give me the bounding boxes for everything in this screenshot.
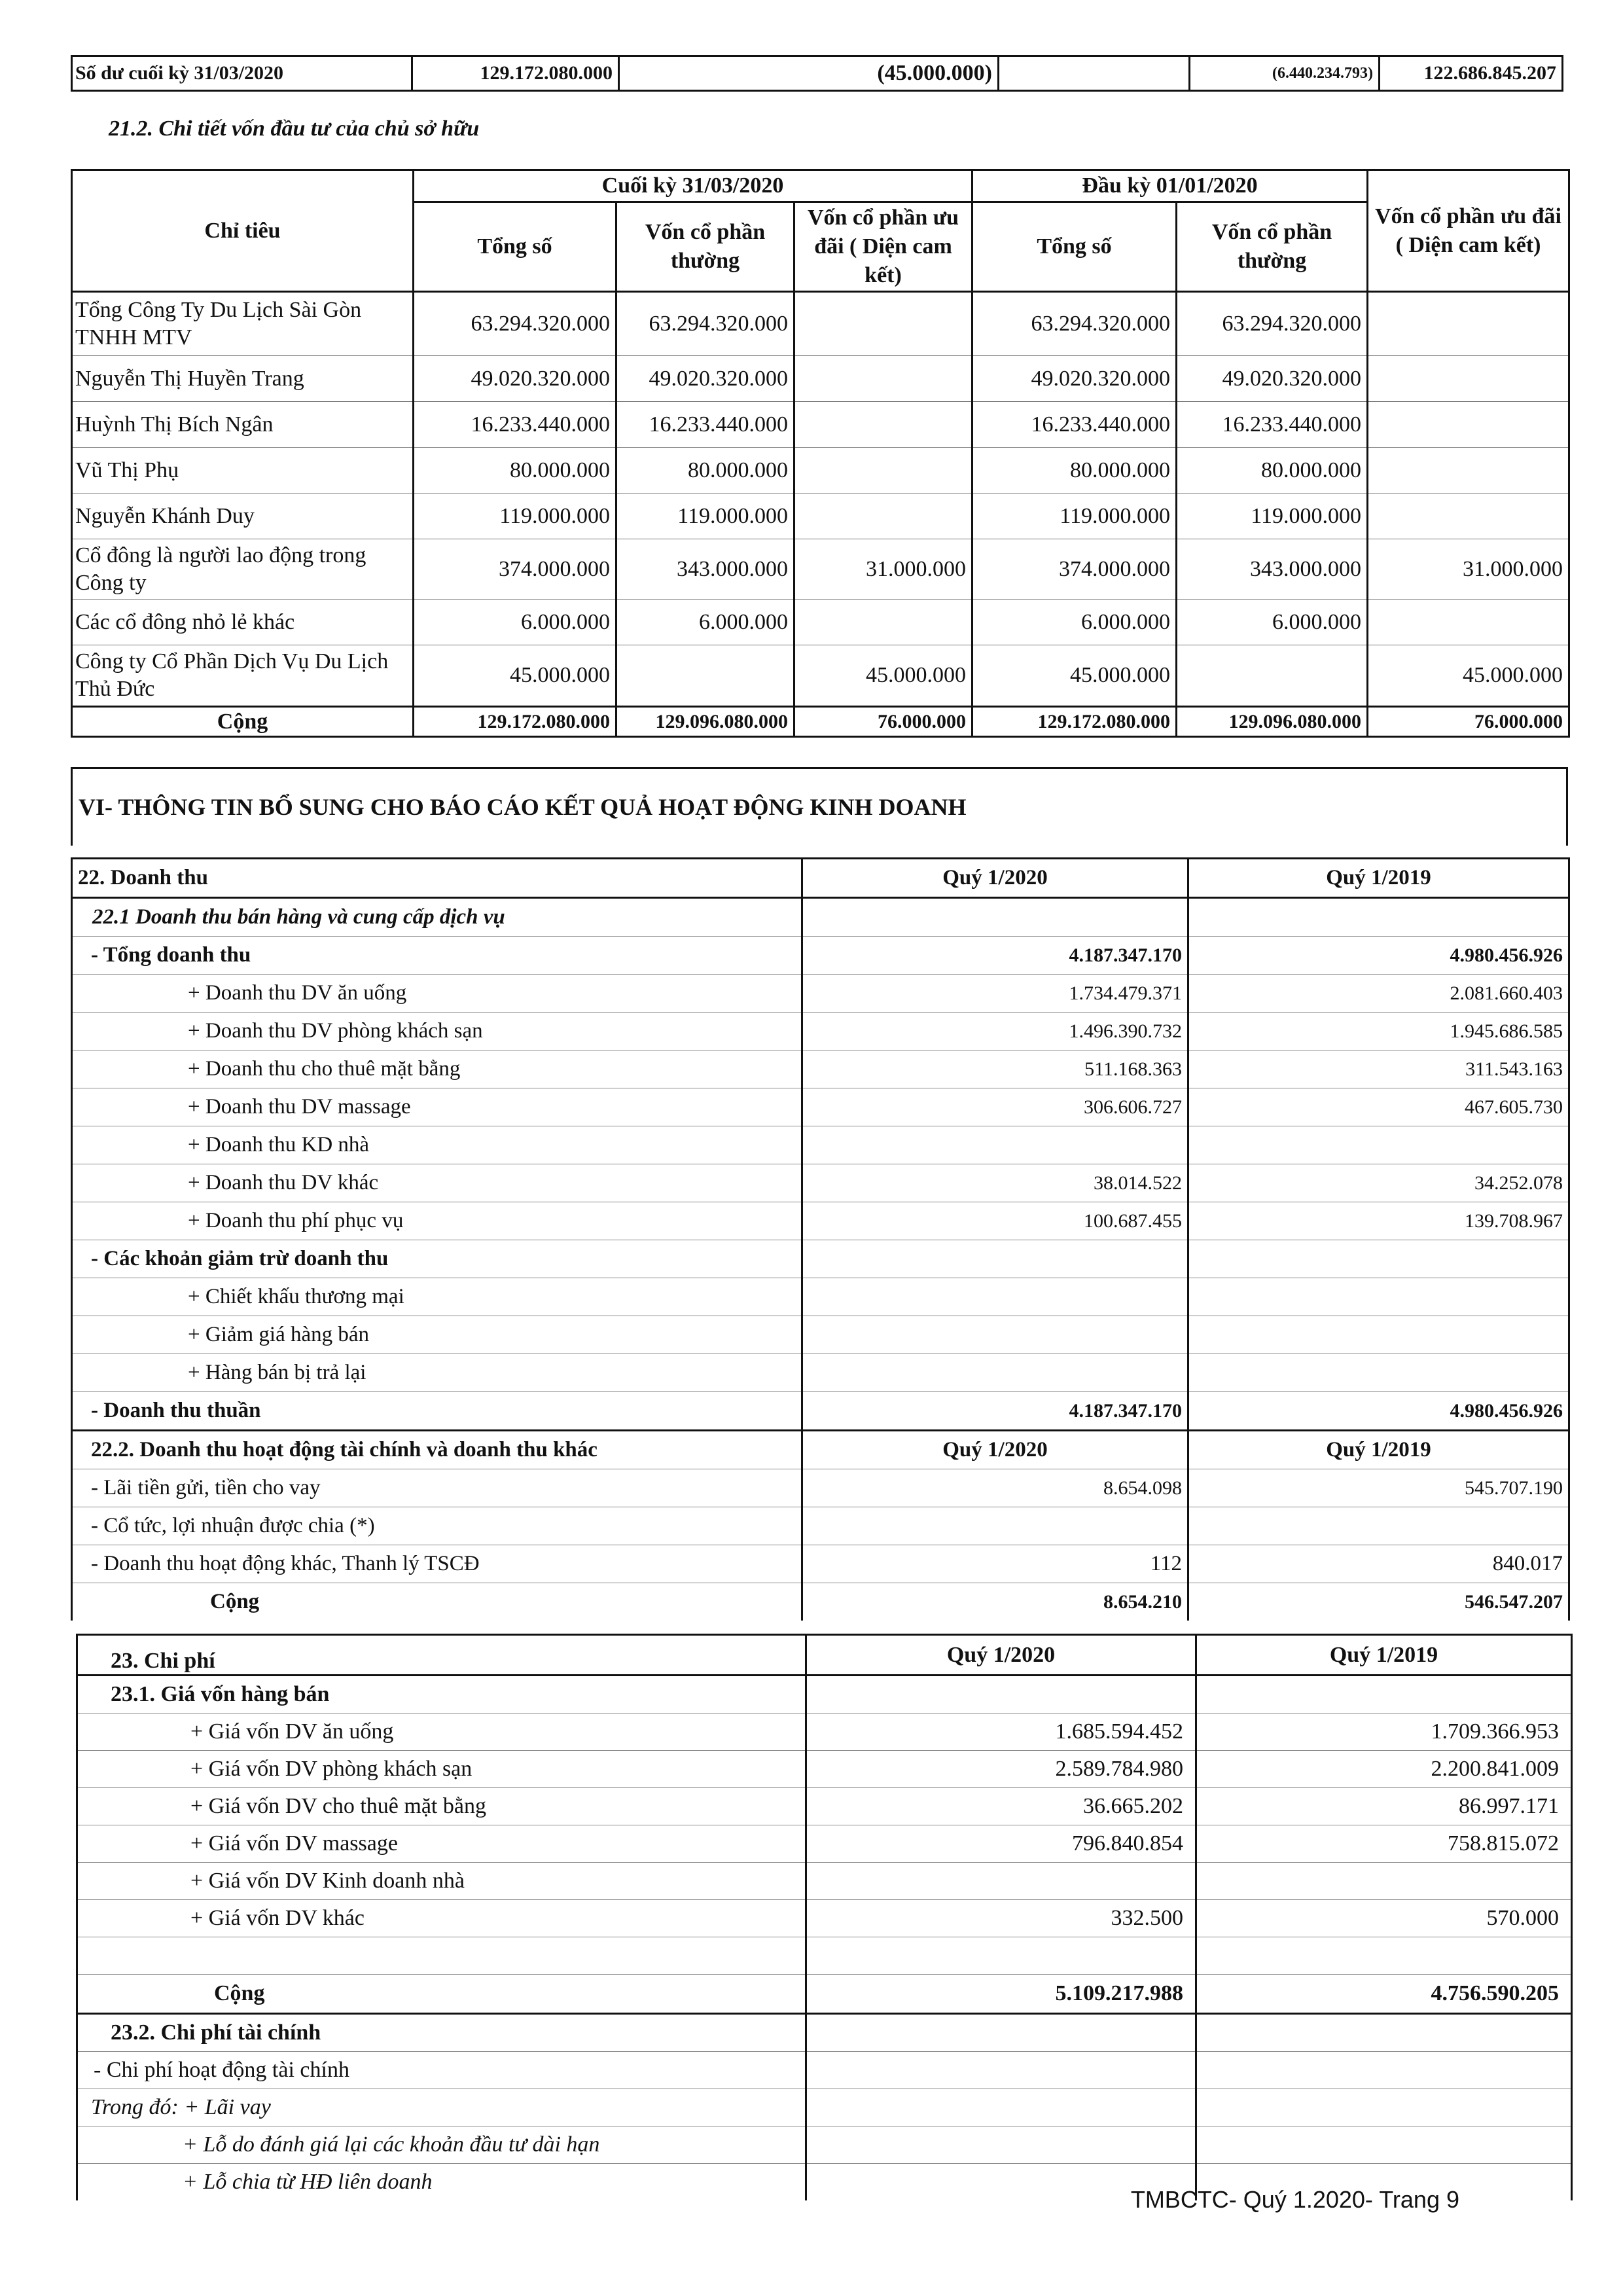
row-label: + Doanh thu DV khác xyxy=(72,1164,802,1202)
total-cell: 5.109.217.988 xyxy=(806,1975,1196,2014)
row-label: - Chi phí hoạt động tài chính xyxy=(77,2052,806,2089)
cell: 119.000.000 xyxy=(1177,493,1368,539)
cell: 4.980.456.926 xyxy=(1188,937,1569,975)
total-cell: 129.172.080.000 xyxy=(414,707,616,737)
balance-value-5: 122.686.845.207 xyxy=(1380,56,1563,91)
row-label: Cổ đông là người lao động trong Công ty xyxy=(72,539,414,600)
cell: 332.500 xyxy=(806,1900,1196,1937)
empty-cell xyxy=(1188,898,1569,937)
total-label: Cộng xyxy=(77,1975,806,2014)
cell: 119.000.000 xyxy=(972,493,1177,539)
table-row xyxy=(77,1900,1572,1937)
empty-cell xyxy=(802,898,1188,937)
row-label: + Giá vốn DV cho thuê mặt bằng xyxy=(77,1788,806,1825)
table-row xyxy=(72,1050,1569,1088)
empty-cell xyxy=(1196,2052,1572,2089)
revenue-header-row xyxy=(72,859,1569,898)
subsection-232: 23.2. Chi phí tài chính xyxy=(77,2014,806,2052)
table-row xyxy=(72,1202,1569,1240)
cell: 49.020.320.000 xyxy=(1177,356,1368,402)
page-footer: TMBCTC- Quý 1.2020- Trang 9 xyxy=(1130,2186,1459,2213)
cell: 100.687.455 xyxy=(802,1202,1188,1240)
revenue-title: 22. Doanh thu xyxy=(72,859,802,898)
cell: 16.233.440.000 xyxy=(972,402,1177,448)
table-row xyxy=(72,292,1569,356)
cell xyxy=(794,402,972,448)
empty-cell xyxy=(806,1676,1196,1713)
cell: 139.708.967 xyxy=(1188,1202,1569,1240)
subsection-row xyxy=(77,2014,1572,2052)
cell: 80.000.000 xyxy=(616,448,794,493)
cell: 4.980.456.926 xyxy=(1188,1392,1569,1431)
col-q1-2020: Quý 1/2020 xyxy=(802,859,1188,898)
cell xyxy=(1188,1126,1569,1164)
cell xyxy=(802,1126,1188,1164)
cell xyxy=(1368,402,1569,448)
empty-cell xyxy=(1196,1676,1572,1713)
cell: 343.000.000 xyxy=(1177,539,1368,600)
table-row xyxy=(72,1316,1569,1354)
row-label: + Giá vốn DV phòng khách sạn xyxy=(77,1751,806,1788)
cell: 49.020.320.000 xyxy=(414,356,616,402)
table-row xyxy=(72,493,1569,539)
cell xyxy=(802,1278,1188,1316)
cell: 6.000.000 xyxy=(414,600,616,645)
cell: 34.252.078 xyxy=(1188,1164,1569,1202)
row-label: + Giá vốn DV ăn uống xyxy=(77,1713,806,1751)
cell xyxy=(794,448,972,493)
cell: 80.000.000 xyxy=(414,448,616,493)
total-label: Cộng xyxy=(72,1583,802,1621)
cell: 374.000.000 xyxy=(414,539,616,600)
empty-cell xyxy=(1196,1937,1572,1975)
empty-cell xyxy=(1196,2014,1572,2052)
balance-value-1: 129.172.080.000 xyxy=(412,56,619,91)
subsection-row xyxy=(72,898,1569,937)
section-vi-title: VI- THÔNG TIN BỔ SUNG CHO BÁO CÁO KẾT QUẢ HOẠT ĐỘNG KINH DOANH xyxy=(79,794,967,820)
table-row xyxy=(72,539,1569,600)
row-label: + Giá vốn DV massage xyxy=(77,1825,806,1863)
blank-row xyxy=(77,1937,1572,1975)
cell: 31.000.000 xyxy=(794,539,972,600)
empty-cell xyxy=(806,2089,1196,2126)
total-cell: 8.654.210 xyxy=(802,1583,1188,1621)
total-row xyxy=(72,707,1569,737)
total-cell: 4.756.590.205 xyxy=(1196,1975,1572,2014)
shareholder-rows xyxy=(72,292,1569,737)
cell: 1.709.366.953 xyxy=(1196,1713,1572,1751)
table-row xyxy=(72,975,1569,1013)
table-row xyxy=(72,1469,1569,1507)
table-row xyxy=(72,402,1569,448)
header-tong-so-dau: Tổng số xyxy=(972,202,1177,292)
cell: 16.233.440.000 xyxy=(1177,402,1368,448)
cell xyxy=(1177,645,1368,707)
table-row xyxy=(72,1545,1569,1583)
table-row xyxy=(77,2126,1572,2164)
table-row xyxy=(72,645,1569,707)
table-row xyxy=(72,1013,1569,1050)
table-row xyxy=(72,1240,1569,1278)
empty-cell xyxy=(806,2052,1196,2089)
row-label: Các cổ đông nhỏ lẻ khác xyxy=(72,600,414,645)
col-q1-2019: Quý 1/2019 xyxy=(1188,859,1569,898)
table-row xyxy=(72,937,1569,975)
table-row xyxy=(72,356,1569,402)
cell: 49.020.320.000 xyxy=(616,356,794,402)
balance-label: Số dư cuối kỳ 31/03/2020 xyxy=(72,56,412,91)
cell xyxy=(806,1863,1196,1900)
cell xyxy=(616,645,794,707)
table-row xyxy=(72,600,1569,645)
table-row xyxy=(72,1354,1569,1392)
row-label: Công ty Cổ Phần Dịch Vụ Du Lịch Thủ Đức xyxy=(72,645,414,707)
header-row-1 xyxy=(72,170,1569,202)
header-thuong-cuoi: Vốn cổ phần thường xyxy=(616,202,794,292)
cell: 6.000.000 xyxy=(616,600,794,645)
cell: 119.000.000 xyxy=(616,493,794,539)
subsection-row xyxy=(77,1676,1572,1713)
table-row xyxy=(77,2089,1572,2126)
row-label: - Cổ tức, lợi nhuận được chia (*) xyxy=(72,1507,802,1545)
subsection-row xyxy=(72,1431,1569,1469)
cell: 119.000.000 xyxy=(414,493,616,539)
balance-value-4: (6.440.234.793) xyxy=(1190,56,1380,91)
header-cuoi-ky: Cuối kỳ 31/03/2020 xyxy=(414,170,972,202)
row-label: + Lỗ do đánh giá lại các khoản đầu tư dài hạn xyxy=(77,2126,806,2164)
header-chi-tieu: Chỉ tiêu xyxy=(72,170,414,292)
total-cell: 129.172.080.000 xyxy=(972,707,1177,737)
table-row xyxy=(77,2052,1572,2089)
row-label: + Doanh thu DV ăn uống xyxy=(72,975,802,1013)
table-row xyxy=(77,1863,1572,1900)
cell: 311.543.163 xyxy=(1188,1050,1569,1088)
subsection-231: 23.1. Giá vốn hàng bán xyxy=(77,1676,806,1713)
header-uu-dai-dau: Vốn cổ phần ưu đãi ( Diện cam kết) xyxy=(1368,170,1569,292)
cell xyxy=(794,600,972,645)
cell: 511.168.363 xyxy=(802,1050,1188,1088)
total-cell: 129.096.080.000 xyxy=(1177,707,1368,737)
cell xyxy=(794,292,972,356)
col-q1-2020: Quý 1/2020 xyxy=(802,1431,1188,1469)
row-label: + Giảm giá hàng bán xyxy=(72,1316,802,1354)
cell: 2.200.841.009 xyxy=(1196,1751,1572,1788)
table-row xyxy=(72,448,1569,493)
balance-value-2: (45.000.000) xyxy=(619,56,999,91)
cell: 6.000.000 xyxy=(1177,600,1368,645)
table-row xyxy=(77,1788,1572,1825)
cell: 374.000.000 xyxy=(972,539,1177,600)
table-row xyxy=(72,1507,1569,1545)
empty-cell xyxy=(1196,2126,1572,2164)
cell xyxy=(1196,1863,1572,1900)
cell: 796.840.854 xyxy=(806,1825,1196,1863)
cell: 2.081.660.403 xyxy=(1188,975,1569,1013)
subsection-222: 22.2. Doanh thu hoạt động tài chính và doanh thu khác xyxy=(72,1431,802,1469)
balance-row-table xyxy=(71,55,1563,92)
cell: 45.000.000 xyxy=(414,645,616,707)
cell: 1.734.479.371 xyxy=(802,975,1188,1013)
header-uu-dai-cuoi: Vốn cổ phần ưu đãi ( Diện cam kết) xyxy=(794,202,972,292)
balance-row xyxy=(72,56,1563,91)
cell: 86.997.171 xyxy=(1196,1788,1572,1825)
cell: 45.000.000 xyxy=(1368,645,1569,707)
col-q1-2019: Quý 1/2019 xyxy=(1188,1431,1569,1469)
cell xyxy=(802,1507,1188,1545)
expense-title: 23. Chi phí xyxy=(77,1635,806,1676)
row-label: - Các khoản giảm trừ doanh thu xyxy=(72,1240,802,1278)
cell: 545.707.190 xyxy=(1188,1469,1569,1507)
total-cell: 76.000.000 xyxy=(1368,707,1569,737)
balance-value-3 xyxy=(999,56,1190,91)
total-cell: 546.547.207 xyxy=(1188,1583,1569,1621)
revenue-table xyxy=(71,857,1570,1621)
cell xyxy=(1368,356,1569,402)
cell: 36.665.202 xyxy=(806,1788,1196,1825)
cell: 1.496.390.732 xyxy=(802,1013,1188,1050)
cell: 8.654.098 xyxy=(802,1469,1188,1507)
header-dau-ky: Đầu kỳ 01/01/2020 xyxy=(972,170,1368,202)
cell: 467.605.730 xyxy=(1188,1088,1569,1126)
total-cell: 129.096.080.000 xyxy=(616,707,794,737)
cell xyxy=(1188,1278,1569,1316)
cell: 31.000.000 xyxy=(1368,539,1569,600)
cell xyxy=(1188,1507,1569,1545)
header-tong-so-cuoi: Tổng số xyxy=(414,202,616,292)
cell: 758.815.072 xyxy=(1196,1825,1572,1863)
empty-cell xyxy=(77,1937,806,1975)
header-thuong-dau: Vốn cổ phần thường xyxy=(1177,202,1368,292)
row-label: + Giá vốn DV Kinh doanh nhà xyxy=(77,1863,806,1900)
cell: 45.000.000 xyxy=(972,645,1177,707)
section-212-title: 21.2. Chi tiết vốn đầu tư của chủ sở hữu xyxy=(109,117,480,141)
cell: 80.000.000 xyxy=(972,448,1177,493)
cell xyxy=(1188,1240,1569,1278)
cell: 1.685.594.452 xyxy=(806,1713,1196,1751)
table-row xyxy=(77,1751,1572,1788)
cell xyxy=(794,356,972,402)
row-label: - Lãi tiền gửi, tiền cho vay xyxy=(72,1469,802,1507)
cell: 45.000.000 xyxy=(794,645,972,707)
cell: 840.017 xyxy=(1188,1545,1569,1583)
row-label: + Doanh thu DV massage xyxy=(72,1088,802,1126)
row-label: Trong đó: + Lãi vay xyxy=(77,2089,806,2126)
row-label: Nguyễn Thị Huyền Trang xyxy=(72,356,414,402)
cell xyxy=(802,1316,1188,1354)
cell xyxy=(1368,448,1569,493)
cell: 16.233.440.000 xyxy=(616,402,794,448)
cell: 4.187.347.170 xyxy=(802,937,1188,975)
row-label: Vũ Thị Phụ xyxy=(72,448,414,493)
row-label: + Doanh thu DV phòng khách sạn xyxy=(72,1013,802,1050)
total-row xyxy=(77,1975,1572,2014)
cell: 570.000 xyxy=(1196,1900,1572,1937)
table-row xyxy=(72,1164,1569,1202)
col-q1-2019: Quý 1/2019 xyxy=(1196,1635,1572,1676)
cell xyxy=(1188,1316,1569,1354)
cell: 306.606.727 xyxy=(802,1088,1188,1126)
col-q1-2020: Quý 1/2020 xyxy=(806,1635,1196,1676)
row-label: + Hàng bán bị trả lại xyxy=(72,1354,802,1392)
total-cell: 76.000.000 xyxy=(794,707,972,737)
table-row xyxy=(77,1713,1572,1751)
row-label: Nguyễn Khánh Duy xyxy=(72,493,414,539)
empty-cell xyxy=(806,2126,1196,2164)
cell: 112 xyxy=(802,1545,1188,1583)
cell xyxy=(802,1240,1188,1278)
row-label: - Doanh thu hoạt động khác, Thanh lý TSCĐ xyxy=(72,1545,802,1583)
row-label: Tổng Công Ty Du Lịch Sài Gòn TNHH MTV xyxy=(72,292,414,356)
cell: 63.294.320.000 xyxy=(414,292,616,356)
cell: 4.187.347.170 xyxy=(802,1392,1188,1431)
empty-cell xyxy=(1196,2089,1572,2126)
table-row xyxy=(72,1278,1569,1316)
cell xyxy=(1188,1354,1569,1392)
cell: 63.294.320.000 xyxy=(616,292,794,356)
cell: 6.000.000 xyxy=(972,600,1177,645)
cell xyxy=(1368,600,1569,645)
empty-cell xyxy=(806,2014,1196,2052)
row-label: - Tổng doanh thu xyxy=(72,937,802,975)
row-label: - Doanh thu thuần xyxy=(72,1392,802,1431)
subsection-221: 22.1 Doanh thu bán hàng và cung cấp dịch vụ xyxy=(72,898,802,937)
cell: 343.000.000 xyxy=(616,539,794,600)
table-row xyxy=(77,1825,1572,1863)
total-row xyxy=(72,1583,1569,1621)
row-label: Huỳnh Thị Bích Ngân xyxy=(72,402,414,448)
table-row xyxy=(72,1088,1569,1126)
cell: 49.020.320.000 xyxy=(972,356,1177,402)
empty-cell xyxy=(806,1937,1196,1975)
expense-table xyxy=(76,1634,1573,2200)
row-label: + Doanh thu KD nhà xyxy=(72,1126,802,1164)
cell xyxy=(802,1354,1188,1392)
cell xyxy=(794,493,972,539)
cell: 2.589.784.980 xyxy=(806,1751,1196,1788)
row-label: + Doanh thu cho thuê mặt bằng xyxy=(72,1050,802,1088)
cell: 1.945.686.585 xyxy=(1188,1013,1569,1050)
row-label: + Lỗ chia từ HĐ liên doanh xyxy=(77,2164,806,2201)
cell xyxy=(1368,493,1569,539)
owner-capital-table xyxy=(71,169,1570,738)
expense-header-row xyxy=(77,1635,1572,1676)
cell: 80.000.000 xyxy=(1177,448,1368,493)
cell xyxy=(1368,292,1569,356)
cell: 16.233.440.000 xyxy=(414,402,616,448)
row-label: + Chiết khấu thương mại xyxy=(72,1278,802,1316)
row-label: + Giá vốn DV khác xyxy=(77,1900,806,1937)
cell: 63.294.320.000 xyxy=(972,292,1177,356)
cell: 63.294.320.000 xyxy=(1177,292,1368,356)
total-label: Cộng xyxy=(72,707,414,737)
table-row xyxy=(72,1392,1569,1431)
cell: 38.014.522 xyxy=(802,1164,1188,1202)
row-label: + Doanh thu phí phục vụ xyxy=(72,1202,802,1240)
table-row xyxy=(72,1126,1569,1164)
